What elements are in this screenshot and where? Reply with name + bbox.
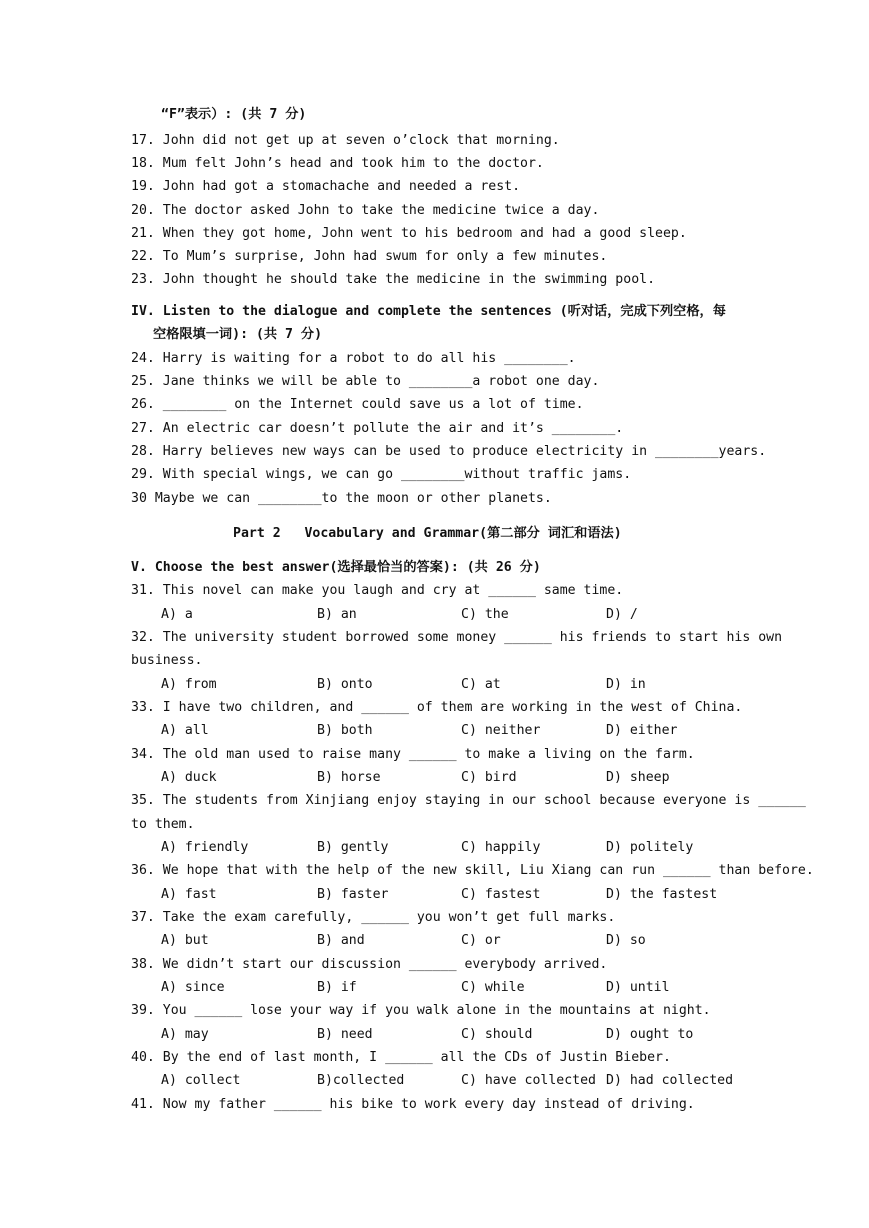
question-38: 38. We didn’t start our discussion ______ everybody arrived. [131,957,608,972]
option-b: B) horse [317,770,381,785]
list-item: 26. ________ on the Internet could save us a lot of time. [131,397,584,412]
question-41: 41. Now my father ______ his bike to work every day instead of driving. [131,1097,695,1112]
option-c: C) happily [461,840,541,855]
option-c: C) bird [461,770,517,785]
part2-title: Part 2 Vocabulary and Grammar(第二部分 词汇和语法) [233,526,622,541]
option-d: D) ought to [606,1027,694,1042]
options-32 [161,676,761,694]
options-33 [161,722,761,740]
option-a: A) a [161,607,193,622]
options-31 [161,606,761,624]
question-33: 33. I have two children, and ______ of them are working in the west of China. [131,700,743,715]
options-37 [161,932,761,950]
option-b: B) need [317,1027,373,1042]
list-item: 20. The doctor asked John to take the medicine twice a day. [131,203,600,218]
option-b: B) and [317,933,365,948]
option-b: B) if [317,980,357,995]
option-d: D) sheep [606,770,670,785]
list-item: 28. Harry believes new ways can be used to produce electricity in ________years. [131,444,767,459]
section4-heading-cont: 空格限填一词): (共 7 分) [153,327,323,342]
option-c: C) or [461,933,501,948]
question-37: 37. Take the exam carefully, ______ you won’t get full marks. [131,910,616,925]
option-b: B) faster [317,887,389,902]
option-d: D) in [606,677,646,692]
option-c: C) neither [461,723,541,738]
option-a: A) all [161,723,209,738]
option-d: D) either [606,723,678,738]
question-40: 40. By the end of last month, I ______ all the CDs of Justin Bieber. [131,1050,671,1065]
option-b: B)collected [317,1073,405,1088]
options-38 [161,979,761,997]
option-c: C) the [461,607,509,622]
option-c: C) at [461,677,501,692]
option-b: B) both [317,723,373,738]
options-39 [161,1026,761,1044]
options-34 [161,769,761,787]
option-b: B) onto [317,677,373,692]
option-c: C) while [461,980,525,995]
option-a: A) but [161,933,209,948]
option-a: A) since [161,980,225,995]
option-c: C) should [461,1027,533,1042]
option-b: B) gently [317,840,389,855]
list-item: 27. An electric car doesn’t pollute the air and it’s ________. [131,421,624,436]
list-item: 18. Mum felt John’s head and took him to the doctor. [131,156,544,171]
option-d: D) / [606,607,638,622]
section3-heading-tail: “F”表示）: (共 7 分) [161,107,307,122]
question-31: 31. This novel can make you laugh and cry at ______ same time. [131,583,624,598]
options-40 [161,1072,761,1090]
option-d: D) until [606,980,670,995]
list-item: 25. Jane thinks we will be able to ________a robot one day. [131,374,600,389]
option-a: A) fast [161,887,217,902]
list-item: 29. With special wings, we can go ________without traffic jams. [131,467,632,482]
option-a: A) from [161,677,217,692]
list-item: 21. When they got home, John went to his bedroom and had a good sleep. [131,226,687,241]
question-35: 35. The students from Xinjiang enjoy staying in our school because everyone is ______ [131,793,806,808]
question-32: 32. The university student borrowed some money ______ his friends to start his own [131,630,783,645]
option-a: A) may [161,1027,209,1042]
option-a: A) collect [161,1073,241,1088]
options-36 [161,886,761,904]
question-36: 36. We hope that with the help of the new skill, Liu Xiang can run ______ than before. [131,863,814,878]
section4-heading: IV. Listen to the dialogue and complete the sentences (听对话，完成下列空格，每 [131,304,726,319]
list-item: 30 Maybe we can ________to the moon or other planets. [131,491,552,506]
question-32-cont: business. [131,653,203,668]
option-a: A) friendly [161,840,249,855]
list-item: 19. John had got a stomachache and needed a rest. [131,179,521,194]
list-item: 23. John thought he should take the medicine in the swimming pool. [131,272,656,287]
options-35 [161,839,761,857]
option-c: C) fastest [461,887,541,902]
option-b: B) an [317,607,357,622]
list-item: 22. To Mum’s surprise, John had swum for only a few minutes. [131,249,608,264]
list-item: 17. John did not get up at seven o’clock that morning. [131,133,560,148]
option-c: C) have collected [461,1073,596,1088]
question-39: 39. You ______ lose your way if you walk alone in the mountains at night. [131,1003,711,1018]
section5-heading: V. Choose the best answer(选择最恰当的答案): (共 26 分) [131,560,541,575]
question-34: 34. The old man used to raise many ______ to make a living on the farm. [131,747,695,762]
option-d: D) the fastest [606,887,718,902]
question-35-cont: to them. [131,817,195,832]
option-d: D) politely [606,840,694,855]
list-item: 24. Harry is waiting for a robot to do all his ________. [131,351,576,366]
option-d: D) so [606,933,646,948]
option-a: A) duck [161,770,217,785]
option-d: D) had collected [606,1073,734,1088]
